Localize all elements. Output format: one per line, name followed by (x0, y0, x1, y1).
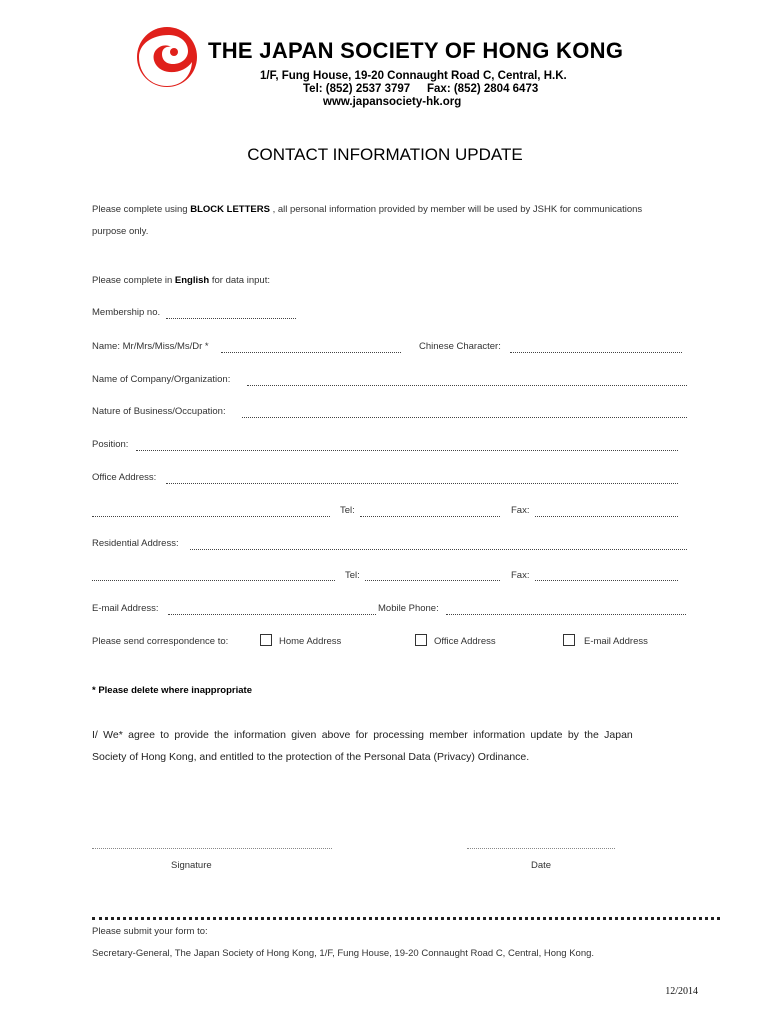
chinese-character-label: Chinese Character: (419, 341, 501, 352)
japan-society-logo (136, 26, 198, 88)
office-address-label: Office Address: (92, 472, 157, 483)
language-instruction: Please complete in English for data input: (92, 275, 270, 286)
business-field[interactable] (242, 417, 687, 418)
company-field[interactable] (247, 385, 687, 386)
org-tel: Tel: (852) 2537 3797 (303, 83, 411, 95)
email-label: E-mail Address: (92, 603, 159, 614)
office-tel-label: Tel: (340, 505, 355, 516)
office-fax-label: Fax: (511, 505, 530, 516)
company-label: Name of Company/Organization: (92, 374, 231, 385)
dotted-divider (92, 917, 720, 920)
business-label: Nature of Business/Occupation: (92, 406, 226, 417)
intro-line-1: Please complete using BLOCK LETTERS , all personal information provided by member will be used by JSHK for communications (92, 204, 643, 215)
office-address-field-2[interactable] (92, 516, 330, 517)
chinese-character-field[interactable] (510, 352, 682, 353)
org-fax: Fax: (852) 2804 6473 (427, 83, 539, 95)
submit-instruction: Please submit your form to: (92, 926, 208, 937)
residential-address-label: Residential Address: (92, 538, 179, 549)
correspondence-label: Please send correspondence to: (92, 636, 229, 647)
delete-note: * Please delete where inappropriate (92, 685, 252, 696)
office-address-option: Office Address (434, 636, 496, 647)
submit-address: Secretary-General, The Japan Society of Hong Kong, 1/F, Fung House, 19-20 Connaught Road C, Central, Hong Kong. (92, 948, 595, 959)
org-name: THE JAPAN SOCIETY OF HONG KONG (208, 38, 624, 63)
residential-tel-label: Tel: (345, 570, 360, 581)
residential-address-field-2[interactable] (92, 580, 335, 581)
signature-field[interactable] (92, 848, 332, 849)
office-fax-field[interactable] (535, 516, 678, 517)
org-address: 1/F, Fung House, 19-20 Connaught Road C, Central, H.K. (260, 70, 567, 82)
name-label: Name: Mr/Mrs/Miss/Ms/Dr * (92, 341, 209, 352)
residential-fax-field[interactable] (535, 580, 678, 581)
form-version-date: 12/2014 (665, 986, 698, 997)
email-address-checkbox[interactable] (563, 634, 575, 646)
date-label: Date (531, 860, 552, 871)
office-tel-field[interactable] (360, 516, 500, 517)
name-field[interactable] (221, 352, 401, 353)
home-address-option: Home Address (279, 636, 342, 647)
office-address-checkbox[interactable] (415, 634, 427, 646)
home-address-checkbox[interactable] (260, 634, 272, 646)
agreement-line-2: Society of Hong Kong, and entitled to the protection of the Personal Data (Privacy) Ordinance. (92, 751, 530, 763)
position-label: Position: (92, 439, 129, 450)
intro-line-2: purpose only. (92, 226, 149, 237)
date-field[interactable] (467, 848, 615, 849)
email-field[interactable] (168, 614, 376, 615)
membership-field[interactable] (166, 318, 296, 319)
position-field[interactable] (136, 450, 678, 451)
office-address-field[interactable] (166, 483, 678, 484)
signature-label: Signature (171, 860, 212, 871)
email-address-option: E-mail Address (584, 636, 648, 647)
residential-fax-label: Fax: (511, 570, 530, 581)
membership-label: Membership no. (92, 307, 161, 318)
residential-tel-field[interactable] (365, 580, 500, 581)
mobile-field[interactable] (446, 614, 686, 615)
agreement-line-1: I/ We* agree to provide the information given above for processing member information update by the Japan (92, 729, 633, 741)
mobile-label: Mobile Phone: (378, 603, 439, 614)
residential-address-field[interactable] (190, 549, 687, 550)
org-website: www.japansociety-hk.org (323, 96, 462, 108)
form-title: CONTACT INFORMATION UPDATE (247, 145, 523, 164)
